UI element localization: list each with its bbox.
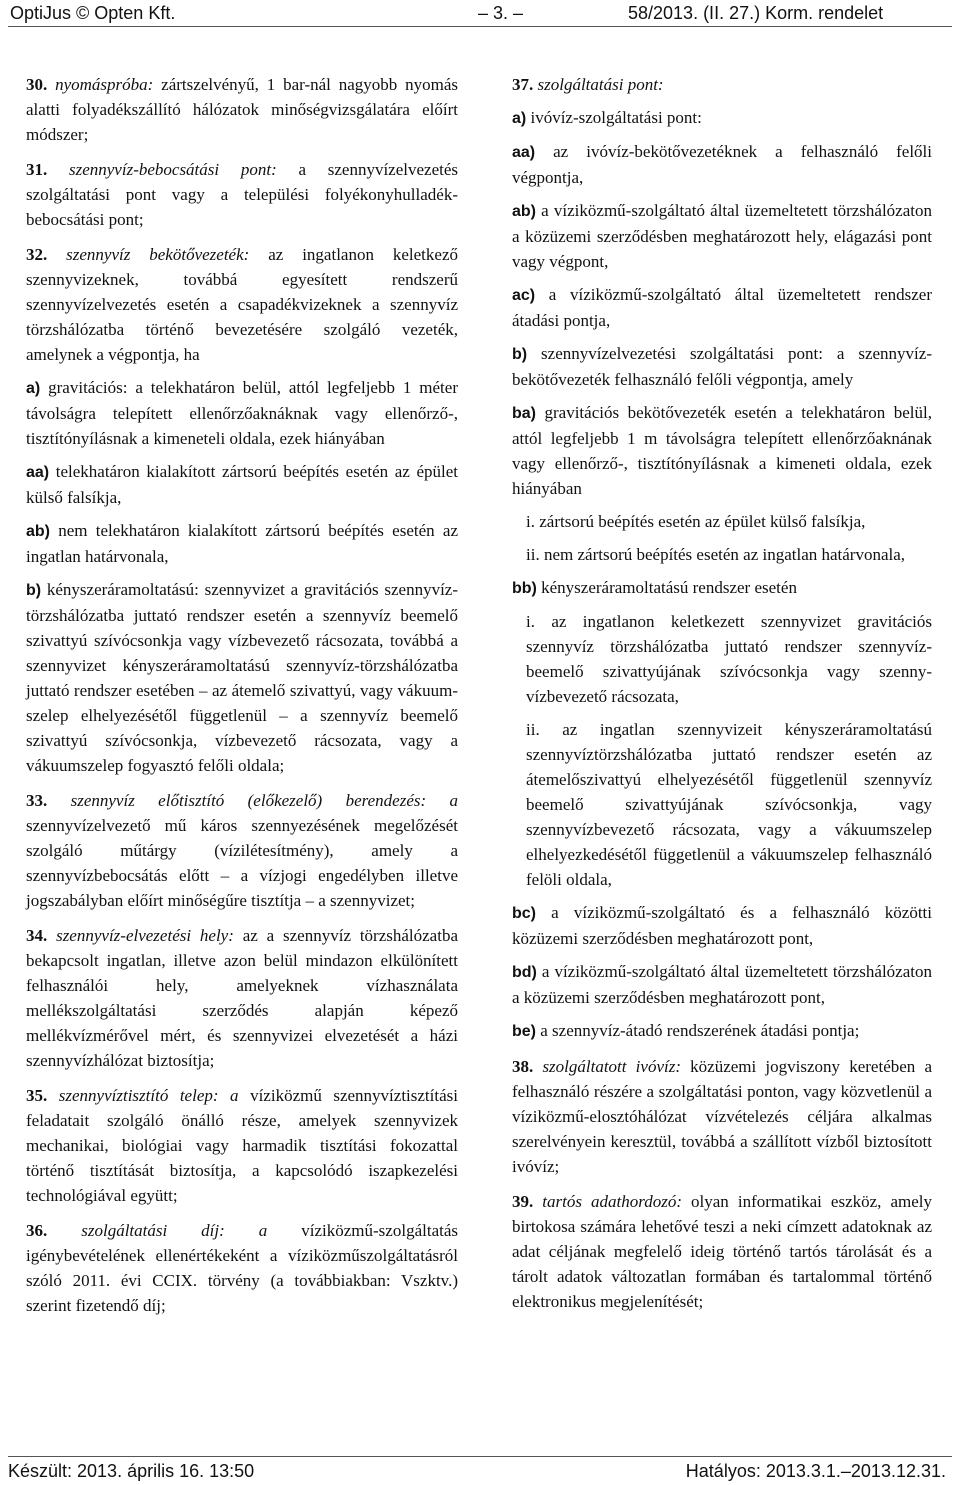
decree-reference: 58/2013. (II. 27.) Korm. rendelet bbox=[628, 3, 884, 23]
definition-32-a: a) gravitációs: a telekhatáron belül, attól legfeljebb 1 méter távolságra telepített ellenőrzőaknáknak vagy ellenőrző-, tisztítónyílásnak a kimeneteli oldala, ezek hiányában bbox=[26, 378, 458, 448]
definition-32: 32. szennyvíz bekötővezeték: az ingatlanon keletkező szennyvizeknek, továbbá egyesített rendszerű szennyvízelvezetés esetén a csapadékvizeknek a szennyvíz törzshálózatba történő bevezetésére szolgáló vezeték, amelynek a végpontja, ha bbox=[26, 245, 459, 364]
definition-37-aa: aa) az ivóvíz-bekötővezetéknek a felhasználó felőli végpontja, bbox=[512, 142, 932, 187]
definition-37: 37. szolgáltatási pont: bbox=[512, 75, 664, 94]
definition-37-bd: bd) a víziközmű-szolgáltató által üzemeltetett törzshálózaton a közüzemi szerződésben meghatározott pont, bbox=[512, 962, 932, 1007]
definition-37-ac: ac) a víziközmű-szolgáltató által üzemeltetett rendszer átadási pontja, bbox=[512, 285, 932, 330]
page-header bbox=[8, 0, 952, 27]
definition-35: 35. szennyvíztisztító telep: a víziközmű szennyvíztisztítási feladatait szolgáló önálló része, amelyek szennyvizek mechanikai, biológiai vagy harmadik tisztítási fokozattal történő tisztítását biztosítja, a kapcsolódó iszapkezelési technológiával együtt; bbox=[26, 1086, 458, 1205]
definition-37-a: a) ivóvíz-szolgáltatási pont: bbox=[512, 108, 702, 127]
page-number: – 3. – bbox=[478, 3, 524, 23]
definition-37-ba: ba) gravitációs bekötővezeték esetén a telekhatáron belül, attól legfeljebb 1 m távolságra telepített ellenőrzőaknának vagy ellenőrző-, tisztítónyílásnak a kimeneti oldala, ezek hiányában bbox=[512, 403, 932, 498]
definition-37-ba-ii: ii. nem zártsorú beépítés esetén az ingatlan határvonala, bbox=[526, 545, 906, 564]
right-column bbox=[512, 72, 932, 1324]
page-footer bbox=[8, 1456, 952, 1485]
definition-31: 31. szennyvíz-bebocsátási pont: a szennyvízelvezetés szolgáltatási pont vagy a települési folyékonyhulladék-bebocsátási pont; bbox=[26, 160, 458, 229]
definition-30: 30. nyomáspróba: zártszelvényű, 1 bar-nál nagyobb nyomás alatti folyadékszállító hálózatok minőségvizsgálatára előírt módszer; bbox=[26, 75, 458, 144]
definition-37-bb-i: i. az ingatlanon keletkezett szennyvizet gravitációs szennyvíz törzshálózatba juttató rendszer szennyvízbeemelő szivattyújának szívócsonkja vagy szennyvízbevezető rácsozata, bbox=[526, 612, 932, 706]
definition-37-ab: ab) a víziközmű-szolgáltató által üzemeltetett törzshálózaton a közüzemi szerződésben meghatározott hely, elágazási pont vagy végpont, bbox=[512, 201, 932, 271]
definition-33: 33. szennyvíz előtisztító (előkezelő) berendezés: a szennyvízelvezető mű káros szennyezésének megelőzését szolgáló műtárgy (vízilétesítmény), amely a szennyvízbebocsátás előtt – a vízjogi engedélyben illetve jogszabályban előírt minőségűre tisztítja – a szennyvizet; bbox=[26, 791, 458, 910]
definition-37-ba-i: i. zártsorú beépítés esetén az épület külső falsíkja, bbox=[526, 512, 866, 531]
definition-32-ab: ab) nem telekhatáron kialakított zártsorú beépítés esetén az ingatlan határvonala, bbox=[26, 521, 458, 566]
definition-39: 39. tartós adathordozó: olyan informatikai eszköz, amely birtokosa számára lehetővé teszi a neki címzett adatoknak az adat céljának megfelelő ideig történő tartós tárolását és a tárolt adatok változatlan formában és tartalommal történő elektronikus megjelenítését; bbox=[512, 1192, 932, 1311]
left-column bbox=[26, 72, 458, 1328]
definition-37-bb-ii: ii. az ingatlan szennyvizeit kényszeráramoltatású szennyvíztörzshálózatba juttató rendszer esetén az átemelőszivattyú elhelyezésétől függetlenül szennyvíz beemelő szivattyújának szívócsonkja, vagy szennyvízbevezető rácsozata, vagy a vákuumszelep elhelyezkedésétől függetlenül a vákuumszelep felhasználó felöli oldala, bbox=[526, 720, 932, 889]
definition-32-b: b) kényszeráramoltatású: szennyvizet a gravitációs szennyvíz-törzshálózatba juttató rendszer esetén a szennyvíz beemelő szivattyú szívócsonkja vagy vízbevezető rácsozata, továbbá a szennyvizet kényszeráramoltatású szennyvíz-törzshálózatba juttató rendszer esetében – az átemelő szivattyú, vagy vákuumszelep elhelyezésétől függetlenül – a szennyvíz beemelő szivattyú szívócsonkja, vízbevezető rácsozata, vagy a vákuumszelep fogyasztó felőli oldala; bbox=[26, 580, 458, 775]
definition-38: 38. szolgáltatott ivóvíz: közüzemi jogviszony keretében a felhasználó részére a szolgáltatási ponton, vagy közvetlenül a víziközmű-elosztóhálózat vízvételezés céljára alkalmas szerelvényein keresztül, továbbá a szállított vízből biztosított ivóvíz; bbox=[512, 1057, 932, 1176]
effective-period: Hatályos: 2013.3.1.–2013.12.31. bbox=[685, 1461, 946, 1481]
definition-37-bc: bc) a víziközmű-szolgáltató és a felhasználó közötti közüzemi szerződésben meghatározott pont, bbox=[512, 903, 932, 948]
definition-37-bb: bb) kényszeráramoltatású rendszer esetén bbox=[512, 578, 797, 597]
definition-37-be: be) a szennyvíz-átadó rendszerének átadási pontja; bbox=[512, 1021, 860, 1040]
publisher-name: OptiJus © Opten Kft. bbox=[10, 3, 176, 23]
created-date: Készült: 2013. április 16. 13:50 bbox=[8, 1461, 255, 1481]
definition-34: 34. szennyvíz-elvezetési hely: az a szennyvíz törzshálózatba bekapcsolt ingatlan, illetve azon belül mindazon elkülönített felhasználói hely, amelyeknek vízhasználata mellékszolgáltatási szerződés alapján képező mellékvízmérővel mért, és szennyvizei elvezetését a házi szennyvízhálózat biztosítja; bbox=[26, 926, 458, 1070]
definition-32-aa: aa) telekhatáron kialakított zártsorú beépítés esetén az épület külső falsíkja, bbox=[26, 462, 458, 507]
definition-36: 36. szolgáltatási díj: a víziközmű-szolgáltatás igénybevételének ellenértékeként a víziközműszolgáltatásról szóló 2011. évi CCIX. törvény (a továbbiakban: Vszktv.) szerint fizetendő díj; bbox=[26, 1221, 458, 1315]
definition-37-b: b) szennyvízelvezetési szolgáltatási pont: a szennyvíz-bekötővezeték felhasználó felőli végpontja, amely bbox=[512, 344, 932, 389]
